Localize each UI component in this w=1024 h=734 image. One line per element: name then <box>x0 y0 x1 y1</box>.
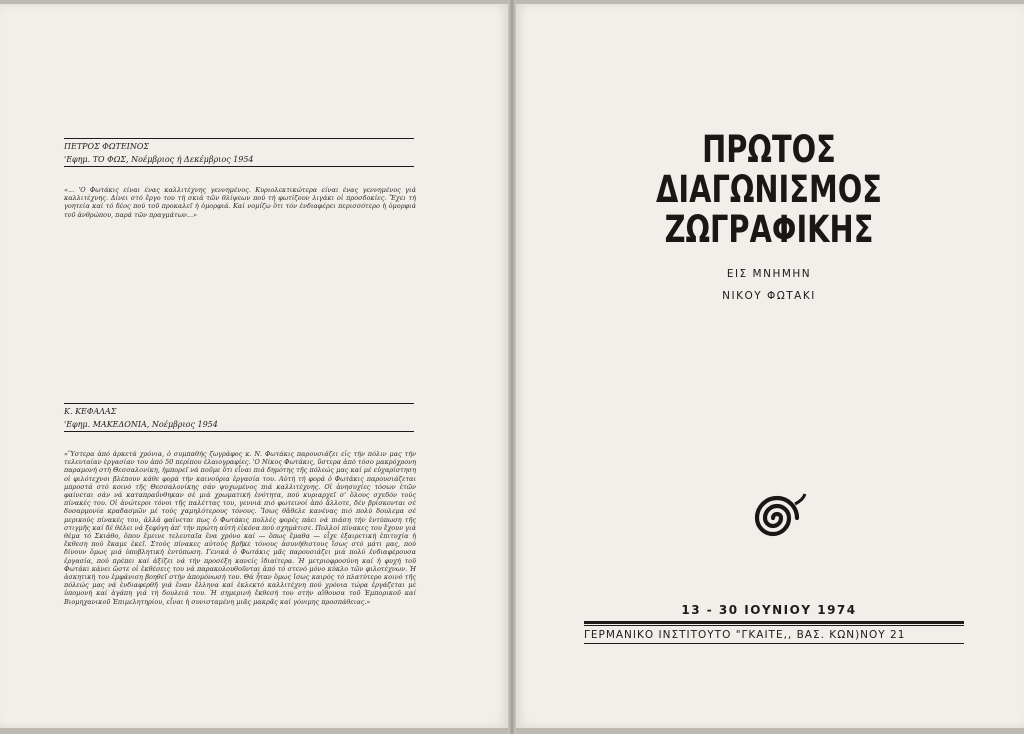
venue-top-rule <box>584 621 964 624</box>
right-page <box>514 4 1024 728</box>
left-page <box>0 4 510 728</box>
review2-author: Κ. ΚΕΦΑΛΑΣ <box>64 407 117 416</box>
exhibition-dates: 13 - 30 ΙΟΥΝΙΟΥ 1974 <box>681 603 857 617</box>
review2-bottom-rule <box>64 431 414 432</box>
review1-author: ΠΕΤΡΟΣ ΦΩΤΕΙΝΟΣ <box>64 142 150 151</box>
review2-header <box>64 405 414 431</box>
book-spine <box>508 0 516 734</box>
review1-quote: «... 'Ο Φωτάκις είναι ένας καλλιτέχνης γεννημένος. Κυριολεκτικώτερα είναι ένας γεννημένος γιά καλλιτέχνης. Δίνει στό ἔργο του τή σκιά τῶν θλίψεων πού τή φωτίζουν λιγάκι οἱ προσδοκίες. Ἔχει τή γοητεία καί τό δέος πού τοῦ προκαλεῖ ἡ ὁμορφιά. Καί νομίζω ὅτι τόν ἐνδιαφέρει περισσότερο ἡ ὁμορφιά τοῦ ἀνθρώπου, παρά τῶν πραγμάτων...» <box>64 186 416 219</box>
venue-address: ΓΕΡΜΑΝΙΚΟ ΙΝΣΤΙΤΟΥΤΟ "ΓΚΑΙΤΕ,, ΒΑΣ. ΚΩΝ)ΝΟΥ 21 <box>584 629 906 641</box>
venue-top-rule-thin <box>584 625 964 626</box>
title-line-3: ΖΩΓΡΑΦΙΚΗΣ <box>664 208 874 251</box>
dedication-line-1: ΕΙΣ ΜΝΗΜΗΝ <box>726 268 812 280</box>
title-line-2: ΔΙΑΓΩΝΙΣΜΟΣ <box>656 168 882 211</box>
review1-top-rule <box>64 138 414 139</box>
review2-top-rule <box>64 403 414 404</box>
review1-source: 'Εφημ. ΤΟ ΦΩΣ, Νοέμβριος ή Δεκέμβριος 1954 <box>64 155 254 164</box>
review1-header <box>64 140 414 166</box>
review2-source: 'Εφημ. ΜΑΚΕΔΟΝΙΑ, Νοέμβριος 1954 <box>64 420 218 429</box>
venue-bottom-rule <box>584 643 964 644</box>
title-line-1: ΠΡΩΤΟΣ <box>702 128 836 171</box>
review1-bottom-rule <box>64 166 414 167</box>
review2-quote: «Ὕστερα ἀπό ἀρκετά χρόνια, ὁ συμπαθής ζωγράφος κ. Ν. Φωτάκις παρουσιάζει εἰς τήν πόλιν μας τήν τελευταίαν ἐργασίαν του ἀπό 50 περίπου ἐλαιογραφίες. 'Ο Νίκος Φωτάκις, ὕστερα ἀπό τόσο μακρόχρονη παραμονή στή Θεσσαλονίκη, ἠμπορεῖ νά ποῦμε ὅτι εἶναι πιά δημότης τῆς πόλεώς μας καί μέ εὐχαρίστηση οἱ φιλότεχνοι βλέπουν κάθε φορά τήν καινούρια ἐργασία του. Αὐτή τή φορά ὁ Φωτάκις παρουσιάζεται μπροστά στό κοινό τῆς Θεσσαλονίκης σάν ψυχωμένος πιά καλλιτέχνης. Οἱ ἀνησυχίες τόσων ἐτῶν φαίνεται σάν νά καταπραΰνθηκαν σέ μιά χρωματική ἑνότητα, πού κυριαρχεῖ σ' ὅλους σχεδόν τούς πίνακές του. Οἱ ἀνώτεροι τόνοι τῆς παλέττας του, γεννιά πιό φωτεινοί ἀπό ἄλλοτε, δέν βρίσκονται σέ δυσαρμονία κραδασμῶν μέ τούς χαμηλότερους τόνους. Ἴσως θἄθελε κανένας πιό πολύ δουλεμα σέ μερικούς πίνακές του, ἀλλά φαίνεται πως ὁ Φωτάκις πολλές φορές πάει νά πιάση τήν ἐντύπωση τῆς στιγμῆς καί δέ θέλει νά ξεφύγη ἀπ' τήν πρώτη αὐτή εἰκόνα πού σχημάτισε. Πολλοί πίνακες του ἔχουν γιά θέμα τό Σκιάθο, ὅπου ἔμεινε τελευταῖα ἕνα χρόνο καί — ὅπως ἔμαθα — εἶχε ἐξαιρετική ἐπιτυχία ἡ ἔκθεση πού ἔκαμε ἐκεῖ. Στούς πίνακες αὐτούς βρῆκε τόνους ἀσυνήθιστους ἴσως στό μάτι μας, πού δίνουν ὅμως μιά ὑποβλητική ἐντύπωση. Γενικά ὁ Φωτάκις μᾶς παρουσιάζει μιά πολύ ἐνδιαφέρουσα ἐργασία, πού πρέπει καί ἀξίζει νά τήν προσέξη κανείς ἰδιαίτερα. Ἡ μετριοφροσύνη καί ἡ φυχή τοῦ Φωτάκι κάνει ὥστε οἱ ἐκθέσεις του νά παρακολουθοῦνται ἀπό τό στενό μόνο κύκλο τῶν φιλοτέχνων. Ἡ ἀσκητική του ἐμφάνιση βοηθεῖ στήν ἀπομόνωσή του. Θά ἦταν ὅμως ἴσως καιρός τό πλατύτερο κοινό τῆς πόλεώς μας νά ἐνδιαφερθῆ γιά ἕναν ἔλληνα καί ἐκλεκτό καλλιτέχνη πού χρόνια τώρα ἐργάζεται μέ ὑπομονή καί ἀγάπη γιά τή δουλειά του. Ἡ σημερινή ἔκθεσή του στήν αἴθουσα τοῦ Ἐμπορικοῦ καί Βιομηχανικοῦ Ἐπιμελητηρίου, εἶναι ἡ συνισταμένη μιᾶς μακρᾶς καί γόνιμης προσπάθειας.» <box>64 450 416 606</box>
spiral-logo-icon <box>744 490 810 546</box>
dedication-line-2: ΝΙΚΟΥ ΦΩΤΑΚΙ <box>722 290 816 302</box>
